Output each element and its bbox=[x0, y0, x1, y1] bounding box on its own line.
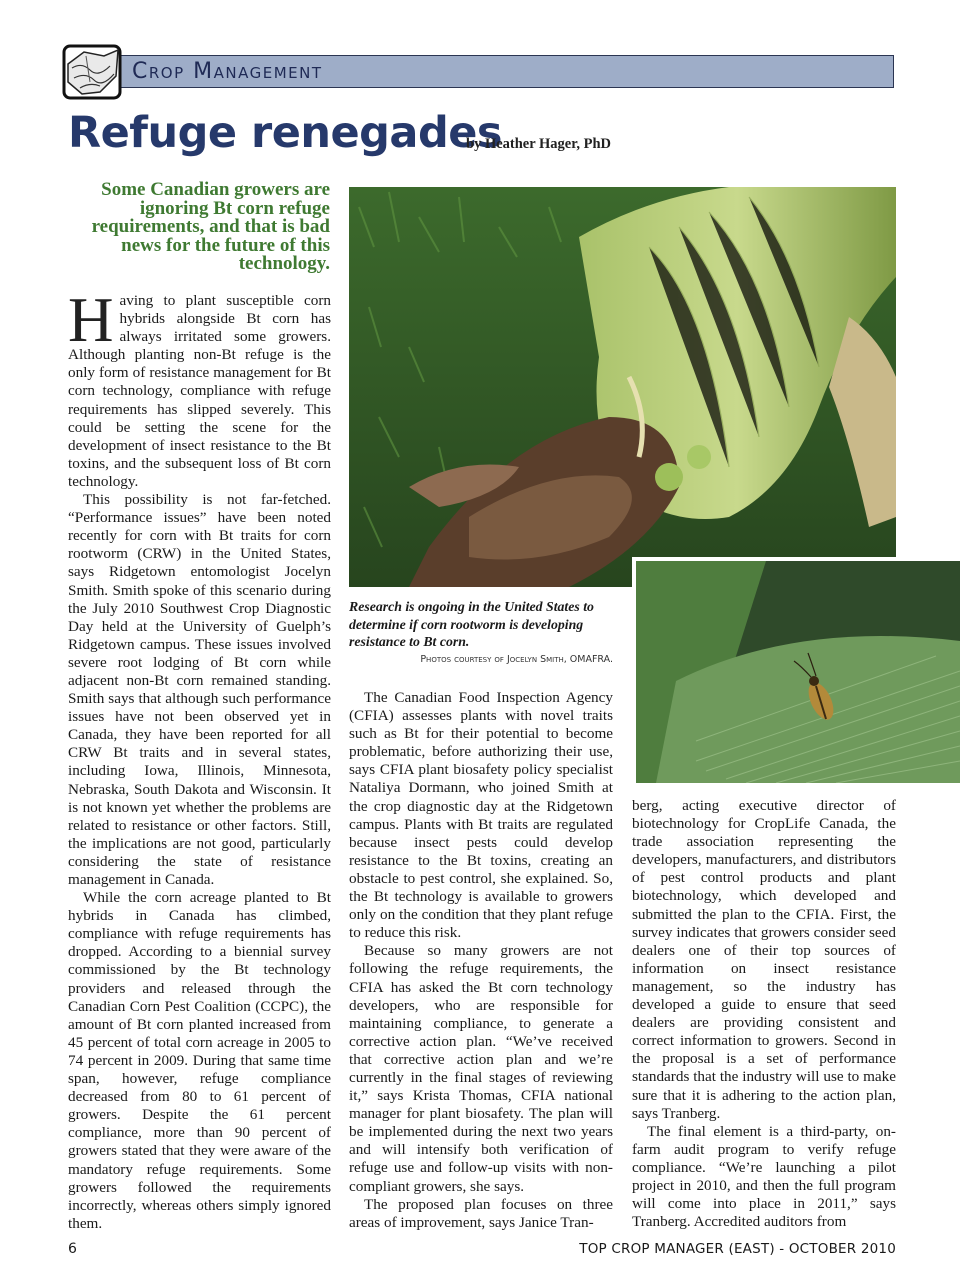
paragraph: berg, acting executive director of biotechnology for CropLife Canada, the trade association representing the developers, manufacturers, and distributors of pest control products and plant biotechnology, which developed and submitted the plan to the CFIA. First, the survey indicates that growers consider seed dealers one of their top sources of information on insect resistance management, so the industry has developed a guide to ensure that seed dealers are providing consistent and correct information to growers. Second in the proposal is a set of performance standards that the industry will use to make sure that it is adhering to the action plan, says Tranberg. bbox=[632, 797, 896, 1122]
publication-footer: TOP CROP MANAGER (EAST) - OCTOBER 2010 bbox=[579, 1241, 896, 1257]
article-deck: Some Canadian growers are ignoring Bt corn refuge requirements, and that is bad news for the future of this technology. bbox=[91, 179, 330, 274]
paragraph: The proposed plan focuses on three areas of improvement, says Janice Tran- bbox=[349, 1195, 613, 1231]
paragraph: Because so many growers are not following the refuge requirements, the CFIA has asked the Bt corn technology developers, who are responsible for maintaining compliance, to generate a corrective action plan. “We’ve received that corrective action plan and we’re currently in the final stages of reviewing it,” says Krista Thomas, CFIA national manager for plant biosafety. The plan will be implemented during the next two years and will intensify both verification of refuge use and follow-up visits with non-compliant growers, she says. bbox=[349, 942, 613, 1195]
section-label: Crop Management bbox=[132, 59, 323, 84]
paragraph: The final element is a third-party, on-farm audit program to verify refuge compliance. “We’re launching a pilot project in 2010, and then the full program will come into place in 2011,” says Tranberg. Accredited auditors from bbox=[632, 1122, 896, 1231]
byline: by Heather Hager, PhD bbox=[466, 136, 611, 152]
page-number: 6 bbox=[68, 1241, 77, 1257]
article-column-2 bbox=[349, 689, 613, 1232]
article-column-1 bbox=[68, 285, 331, 1233]
photo-caption: Research is ongoing in the United States to determine if corn rootworm is developing resistance to Bt corn. bbox=[349, 599, 594, 649]
drop-cap: H bbox=[68, 285, 114, 355]
paragraph: While the corn acreage planted to Bt hybrids in Canada has climbed, compliance with refuge requirements has dropped. According to a biennial survey commissioned by the Bt technology providers and released through the Canadian Corn Pest Coalition (CCPC), the amount of Bt corn planted increased from 45 percent of total corn acreage in 2005 to 74 percent in 2009. During that same time span, however, refuge compliance decreased from 80 to 61 percent of growers. Despite the 61 percent compliance, more than 90 percent of growers stated that they were aware of the mandatory refuge requirements. Some growers followed the requirements incorrectly, whereas others simply ignored them. bbox=[68, 889, 331, 1232]
map-logo-icon bbox=[60, 42, 124, 102]
article-column-3 bbox=[632, 797, 896, 1231]
paragraph: The Canadian Food Inspection Agency (CFIA) assesses plants with novel traits such as Bt for their potential to become problematic, before authorizing their use, says CFIA plant biosafety policy specialist Nataliya Dormann, who joined Smith at the crop diagnostic day at the Ridgetown campus. Plants with Bt traits are regulated because insect pests could develop resistance to the Bt toxins, creating an obstacle to pest control, she explained. So, the Bt technology is available to growers only on the condition that they plant refuge to reduce this risk. bbox=[349, 689, 613, 942]
paragraph: This possibility is not far-fetched. “Performance issues” have been noted recently for corn with Bt traits for corn rootworm (CRW) in the United States, says Ridgetown entomologist Jocelyn Smith. Smith spoke of this scenario during the July 2010 Southwest Crop Diagnostic Day held at the University of Guelph’s Ridgetown campus. These issues involved severe root lodging of Bt corn while adjacent non-Bt corn remained standing. Smith says that although such performance issues have not been observed yet in Canada, they have been reported for all CRW Bt traits and in several states, including Iowa, Illinois, Minnesota, Nebraska, South Dakota and Wisconsin. It is not known yet whether the problems are related to resistance or other factors. Still, the implications are not good, particularly considering the state of resistance management in Canada. bbox=[68, 491, 331, 888]
article-title: Refuge renegades bbox=[68, 108, 502, 158]
rootworm-beetle-photo bbox=[632, 557, 960, 783]
paragraph-text: aving to plant susceptible corn hybrids alongside Bt corn has always irritated some growers. Although planting non-Bt refuge is the only form of resistance management for Bt corn technology, compliance with refuge requirements has slipped severely. This could be setting the scene for the development of insect resistance to the Bt toxins, and the subsequent loss of Bt corn technology. bbox=[68, 292, 331, 490]
corn-root-photo bbox=[349, 187, 896, 587]
photo-credit: Photos courtesy of Jocelyn Smith, OMAFRA. bbox=[420, 654, 613, 665]
paragraph bbox=[68, 285, 331, 491]
